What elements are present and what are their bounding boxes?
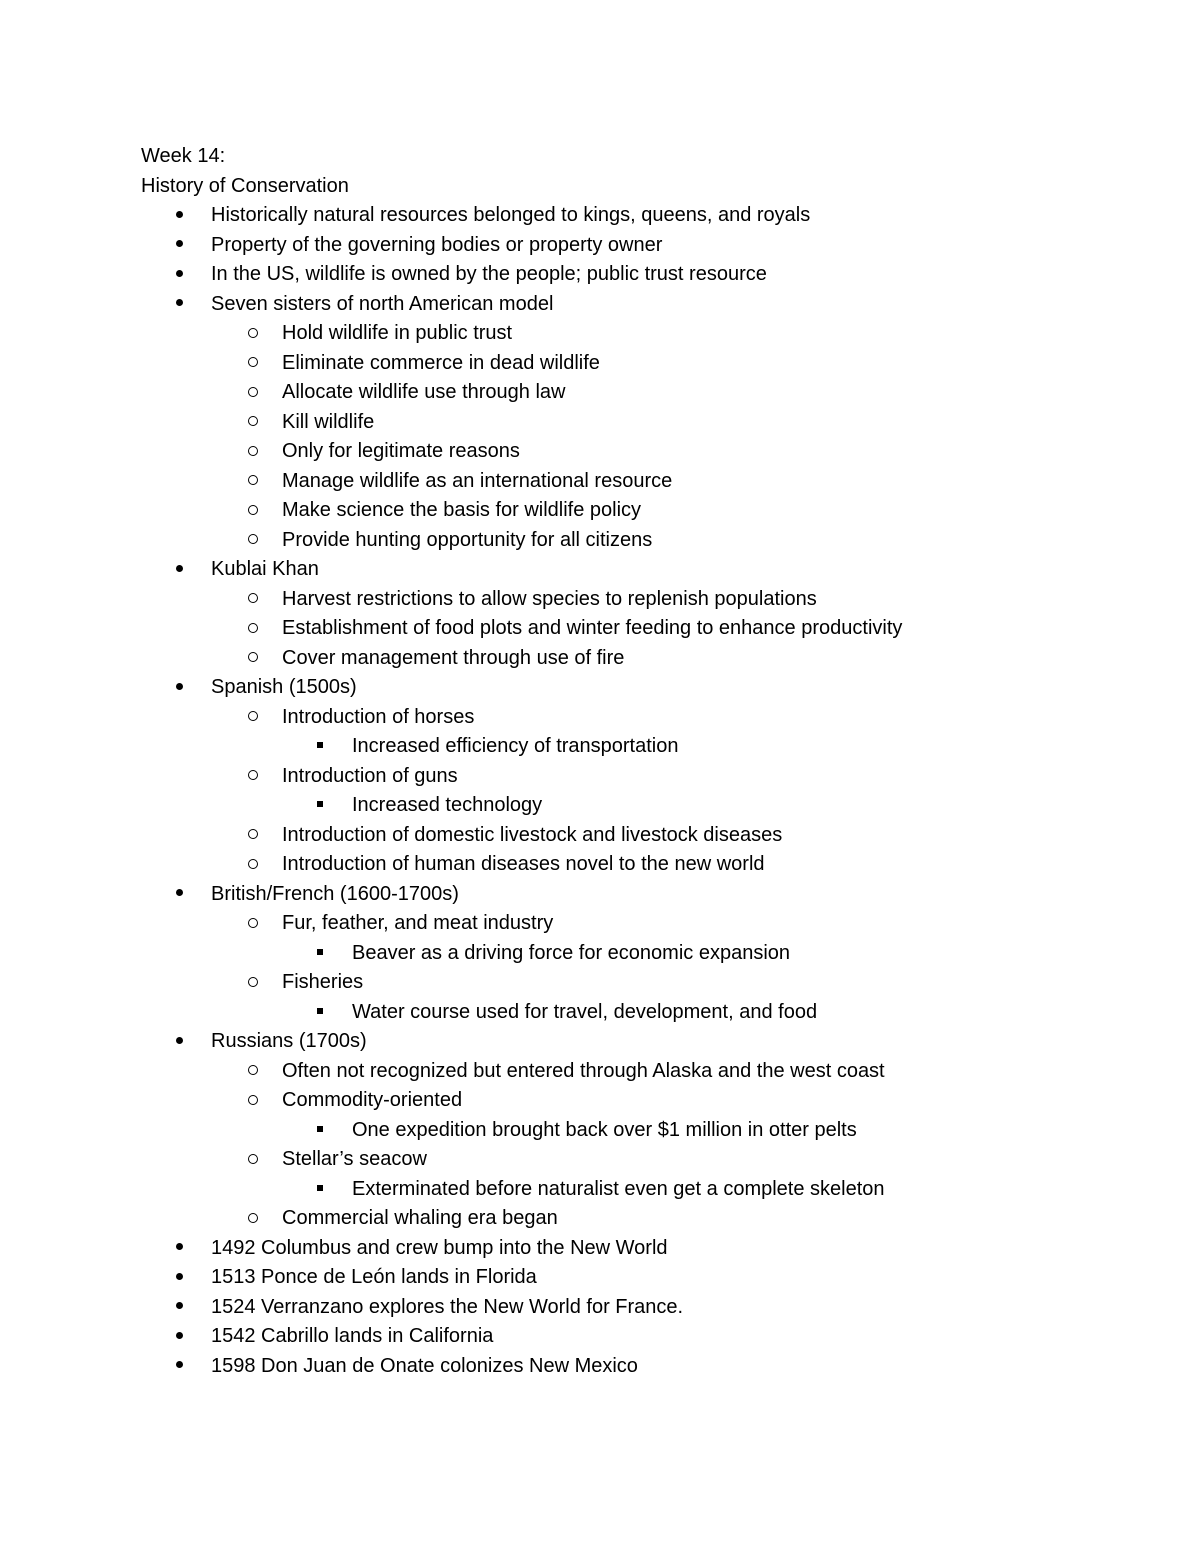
list-item-text: Increased technology: [352, 794, 543, 816]
list-item-text: Manage wildlife as an international resource: [282, 469, 673, 492]
list-item-text: Beaver as a driving force for economic expansion: [352, 941, 791, 964]
list-item: [141, 1204, 1101, 1234]
list-item-text: Hold wildlife in public trust: [282, 322, 513, 344]
bullet-dot-icon: [176, 1234, 183, 1264]
bullet-circle-icon: [248, 585, 258, 615]
bullet-dot-icon: [176, 673, 183, 703]
bullet-dot-icon: [176, 201, 183, 231]
list-item-text: British/French (1600-1700s): [211, 882, 459, 905]
list-item: [141, 1352, 1101, 1382]
list-item: [141, 1057, 1101, 1087]
bullet-circle-icon: [248, 703, 258, 733]
bullet-circle-icon: [248, 614, 258, 644]
list-item-text: Stellar’s seacow: [282, 1148, 427, 1170]
list-item: [141, 585, 1101, 615]
list-item: [141, 762, 1101, 792]
list-item: [141, 703, 1101, 733]
bullet-circle-icon: [248, 644, 258, 674]
list-item: [141, 1116, 1101, 1146]
list-item: [141, 1293, 1101, 1323]
bullet-square-icon: [317, 1116, 323, 1146]
list-item-text: Historically natural resources belonged to kings, queens, and royals: [211, 204, 811, 226]
list-item-text: Harvest restrictions to allow species to replenish populations: [282, 587, 817, 610]
list-item-text: Cover management through use of fire: [282, 646, 625, 669]
list-item: [141, 319, 1101, 349]
list-item: [141, 290, 1101, 320]
list-item: [141, 231, 1101, 261]
list-item-text: Introduction of guns: [282, 764, 458, 787]
list-item-text: 1598 Don Juan de Onate colonizes New Mexico: [211, 1354, 638, 1377]
list-item: [141, 939, 1101, 969]
bullet-dot-icon: [176, 260, 183, 290]
list-item: [141, 496, 1101, 526]
list-item: [141, 1322, 1101, 1352]
list-item-text: 1492 Columbus and crew bump into the New World: [211, 1236, 668, 1259]
list-item-text: Commodity-oriented: [282, 1089, 463, 1111]
list-item-text: Introduction of domestic livestock and livestock diseases: [282, 823, 783, 846]
bullet-dot-icon: [176, 1322, 183, 1352]
bullet-circle-icon: [248, 1204, 258, 1234]
list-item-text: Kublai Khan: [211, 558, 319, 580]
bullet-circle-icon: [248, 1086, 258, 1116]
list-item: [141, 555, 1101, 585]
bullet-dot-icon: [176, 231, 183, 261]
list-item-text: Property of the governing bodies or property owner: [211, 233, 663, 256]
list-item: [141, 791, 1101, 821]
list-item: [141, 732, 1101, 762]
list-item-text: Provide hunting opportunity for all citizens: [282, 528, 653, 551]
list-item: [141, 408, 1101, 438]
bullet-circle-icon: [248, 821, 258, 851]
bullet-circle-icon: [248, 496, 258, 526]
bullet-dot-icon: [176, 1263, 183, 1293]
list-item: [141, 260, 1101, 290]
list-item: [141, 850, 1101, 880]
list-item: [141, 1175, 1101, 1205]
bullet-square-icon: [317, 791, 323, 821]
bullet-circle-icon: [248, 408, 258, 438]
bullet-circle-icon: [248, 526, 258, 556]
list-item-text: Increased efficiency of transportation: [352, 735, 679, 757]
bullet-circle-icon: [248, 968, 258, 998]
document-body: [141, 142, 1101, 1381]
list-item-text: Exterminated before naturalist even get a complete skeleton: [352, 1177, 885, 1200]
bullet-square-icon: [317, 732, 323, 762]
list-item-text: Make science the basis for wildlife policy: [282, 499, 642, 521]
bullet-circle-icon: [248, 1145, 258, 1175]
list-item: [141, 467, 1101, 497]
list-item: [141, 968, 1101, 998]
list-item-text: 1513 Ponce de León lands in Florida: [211, 1266, 537, 1288]
bullet-square-icon: [317, 998, 323, 1028]
list-item-text: Fur, feather, and meat industry: [282, 912, 554, 934]
list-item: [141, 1027, 1101, 1057]
list-item-text: Only for legitimate reasons: [282, 440, 520, 462]
bullet-dot-icon: [176, 555, 183, 585]
list-item: [141, 909, 1101, 939]
list-item-text: 1524 Verranzano explores the New World for France.: [211, 1295, 684, 1318]
bullet-circle-icon: [248, 850, 258, 880]
list-item-text: Eliminate commerce in dead wildlife: [282, 351, 600, 374]
list-item: [141, 201, 1101, 231]
list-item: [141, 1145, 1101, 1175]
bullet-dot-icon: [176, 290, 183, 320]
list-item: [141, 349, 1101, 379]
bullet-circle-icon: [248, 909, 258, 939]
list-item-text: Spanish (1500s): [211, 676, 357, 698]
list-item: [141, 437, 1101, 467]
bullet-square-icon: [317, 1175, 323, 1205]
bullet-circle-icon: [248, 762, 258, 792]
list-item-text: Russians (1700s): [211, 1030, 367, 1052]
list-item: [141, 673, 1101, 703]
bullet-circle-icon: [248, 467, 258, 497]
list-item-text: Allocate wildlife use through law: [282, 381, 566, 403]
list-item: [141, 1263, 1101, 1293]
list-item-text: One expedition brought back over $1 million in otter pelts: [352, 1118, 857, 1141]
bullet-dot-icon: [176, 1352, 183, 1382]
bullet-circle-icon: [248, 319, 258, 349]
document-heading: Week 14:: [141, 145, 226, 167]
list-item: [141, 1234, 1101, 1264]
bullet-circle-icon: [248, 349, 258, 379]
bullet-dot-icon: [176, 1293, 183, 1323]
list-item-text: Water course used for travel, development, and food: [352, 1000, 818, 1023]
bullet-dot-icon: [176, 880, 183, 910]
list-item-text: Establishment of food plots and winter feeding to enhance productivity: [282, 617, 903, 639]
list-item: [141, 880, 1101, 910]
list-item-text: Introduction of human diseases novel to the new world: [282, 853, 765, 875]
bullet-circle-icon: [248, 378, 258, 408]
list-item-text: Introduction of horses: [282, 705, 475, 728]
list-item-text: Commercial whaling era began: [282, 1207, 558, 1229]
list-item: [141, 526, 1101, 556]
list-item-text: Often not recognized but entered through Alaska and the west coast: [282, 1059, 885, 1082]
list-item: [141, 1086, 1101, 1116]
bullet-circle-icon: [248, 1057, 258, 1087]
list-item-text: Kill wildlife: [282, 410, 375, 433]
bullet-square-icon: [317, 939, 323, 969]
bullet-dot-icon: [176, 1027, 183, 1057]
bullet-list: [141, 201, 1101, 1381]
list-item: [141, 614, 1101, 644]
list-item: [141, 998, 1101, 1028]
list-item: [141, 821, 1101, 851]
list-item-text: In the US, wildlife is owned by the people; public trust resource: [211, 263, 767, 285]
list-item-text: 1542 Cabrillo lands in California: [211, 1325, 494, 1347]
list-item: [141, 378, 1101, 408]
bullet-circle-icon: [248, 437, 258, 467]
document-title: History of Conservation: [141, 174, 349, 197]
list-item-text: Seven sisters of north American model: [211, 292, 554, 315]
list-item-text: Fisheries: [282, 971, 364, 993]
list-item: [141, 644, 1101, 674]
